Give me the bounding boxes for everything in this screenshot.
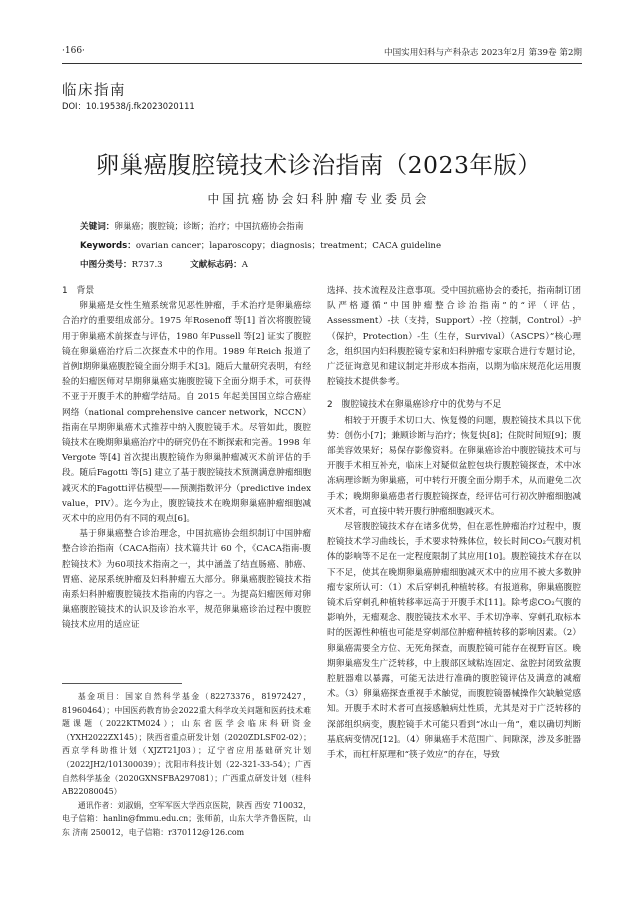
body-paragraph: 基于卵巢癌整合诊治理念，中国抗癌协会组织制订中国肿瘤整合诊治指南（CACA指南）技术篇共计 60 个，《CACA指南-腹腔镜技术》为60项技术指南之一，其中涵盖了结直肠癌、肺癌、胃癌、泌尿系统肿瘤及妇科肿瘤五大部分。卵巢癌腹腔镜技术指南系妇科肿瘤腹腔镜技术指南的内容之一。为提高妇瘤医师对卵巢癌腹腔镜技术的认识及诊治水平，规范卵巢癌诊治过程中腹腔镜技术应用的适应证 [62,529,311,631]
paper-title: 卵巢癌腹腔镜技术诊治指南（2023年版） [95,151,542,179]
right-column [327,284,581,763]
journal-header: 中国实用妇科与产科杂志 2023年2月 第39卷 第2期 [383,48,582,58]
correspondence-note: 通讯作者：刘淑娟，空军军医大学西京医院，陕西 西安 710032，电子信箱：hanlin@fmmu.edu.cn；张师前，山东大学齐鲁医院，山东 济南 250012，电子信箱：r370112@126.com [62,800,311,837]
keywords-en-label: Keywords： [80,241,136,251]
clc-value: R737.3 [131,260,163,270]
doc-code-value: A [241,260,248,270]
keywords-cn-label: 关键词： [80,222,115,232]
body-paragraph: 相较于开腹手术切口大、恢复慢的问题，腹腔镜技术具以下优势：创伤小[7]；兼顾诊断与治疗；恢复快[8]；住院时间短[9]；腹部美容效果好；易保存影像资料。在卵巢癌诊治中腹腔镜技术可与开腹手术相互补充，临床上对疑似盆腔包块行腹腔镜探查，术中冰冻病理诊断为卵巢癌，可中转行开腹全面分期手术，从而避免二次手术；晚期卵巢癌患者行腹腔镜探查，经评估可行初次肿瘤细胞减灭术者，可直接中转开腹行肿瘤细胞减灭术。 [327,415,581,517]
header-rule [62,63,582,64]
doi[interactable]: DOI：10.19538/j.fk2023020111 [62,101,195,111]
keywords-en [80,239,567,251]
classification [80,258,567,270]
paper-authors: 中国抗癌协会妇科肿瘤专业委员会 [207,192,430,206]
body-paragraph: 选择、技术流程及注意事项。受中国抗癌协会的委托，指南制订团队严格遵循“中国肿瘤整合诊治指南”的“评（评估，Assessment）-扶（支持，Support）-控（控制，Control）-护（保护，Protection）-生（生存，Survival）（ASCPS）”核心理念，组织国内妇科腹腔镜专家和妇科肿瘤专家联合进行专题讨论，广泛征询意见和建议制定并形成本指南，以期为临床规范化运用腹腔镜技术提供参考。 [327,286,581,388]
funding-note: 基金项目：国家自然科学基金（82273376，81972427，81960464）；中国医药教育协会2022重大科学攻关问题和医药技术难题课题（2022KTM024）；山东省医学会临床科研资金（YXH2022ZX145）；陕西省重点研发计划（2020ZDLSF02-02）；西京学科助推计划（XJZT21J03）；辽宁省应用基础研究计划（2022JH2/101300039）；沈阳市科技计划（22-321-33-54）；广西自然科学基金（2020GXNSFBA297081）；广西重点研发计划（桂科AB22080045） [62,692,311,797]
footnotes [62,690,311,840]
body-paragraph: 尽管腹腔镜技术存在诸多优势，但在恶性肿瘤治疗过程中，腹腔镜技术学习曲线长，手术要求特殊体位，较长时间CO₂气腹对机体的影响等不足在一定程度限制了其应用[10]。腹腔镜技术存在以下不足，使其在晚期卵巢癌肿瘤细胞减灭术中的应用不被大多数肿瘤专家所认可：（1）术后穿刺孔种植转移。有报道称，卵巢癌腹腔镜术后穿刺孔种植转移率远高于开腹手术[11]。除考虑CO₂气腹的影响外，无瘤观念、腹腔镜技术水平、手术切净率、穿刺孔取标本时的医源性种植也可能是穿刺部位肿瘤种植转移的影响因素。（2）卵巢癌需要全方位、无死角探查，而腹腔镜可能存在视野盲区。晚期卵巢癌发生广泛转移，中上腹部区域粘连固定、盆腔封闭致盆腹腔脏器难以暴露，可能无法进行准确的腹腔镜评估及满意的减瘤术。（3）卵巢癌探查重视手术触觉，而腹腔镜器械操作欠缺触觉感知。开腹手术时术者可直接感触病灶性质，尤其是对于广泛转移的深部组织病变，腹腔镜手术可能只看到“冰山一角”，难以确切判断基底病变情况[12]。（4）卵巢癌手术范围广、间隙深，涉及多脏器手术，而杠杆原理和“筷子效应”的存在，导致 [327,522,581,761]
section-label: 临床指南 [62,83,126,99]
clc-label: 中图分类号： [80,260,132,270]
keywords-en-text: ovarian cancer；laparoscopy；diagnosis；treatment；CACA guideline [135,241,442,251]
footnote-rule [62,683,182,684]
keywords-cn-text: 卵巢癌；腹腔镜；诊断；治疗；中国抗癌协会指南 [114,222,304,232]
page-number: ·166· [62,46,85,56]
keywords-cn [80,220,567,232]
doc-code-label: 文献标志码： [190,260,242,270]
left-column [62,284,311,634]
section-heading-advantages: 2 腹腔镜技术在卵巢癌诊疗中的优势与不足 [327,400,502,411]
body-paragraph: 卵巢癌是女性生殖系统常见恶性肿瘤，手术治疗是卵巢癌综合治疗的重要组成部分。1975 年Rosenoff 等[1] 首次将腹腔镜用于卵巢癌术前探查与评估，1980 年Pussell 等[2] 证实了腹腔镜在卵巢癌治疗后二次探查术中的作用。1989 年Reich 报道了首例Ⅰ期卵巢癌腹腔镜全面分期手术[3]。随后大量研究表明，有经验的妇瘤医师对早期卵巢癌实施腹腔镜下全面分期手术，可获得不亚于开腹手术的肿瘤学结局。自 2015 年起美国国立综合癌症网络（national comprehensive cancer network，NCCN）指南在早期卵巢癌术式推荐中纳入腹腔镜手术。尽管如此，腹腔镜技术在晚期卵巢癌治疗中的研究仍在不断探索和完善。1998 年 Vergote 等[4] 首次提出腹腔镜作为卵巢肿瘤减灭术前评估的手段。随后Fagotti 等[5] 建立了基于腹腔镜技术预测满意肿瘤细胞减灭术的Fagotti评估模型——预测指数评分（predictive index value，PIV）。迄今为止，腹腔镜技术在晚期卵巢癌肿瘤细胞减灭术中的应用仍有不同的观点[6]。 [62,301,311,525]
section-heading-background: 1 背景 [62,286,95,296]
